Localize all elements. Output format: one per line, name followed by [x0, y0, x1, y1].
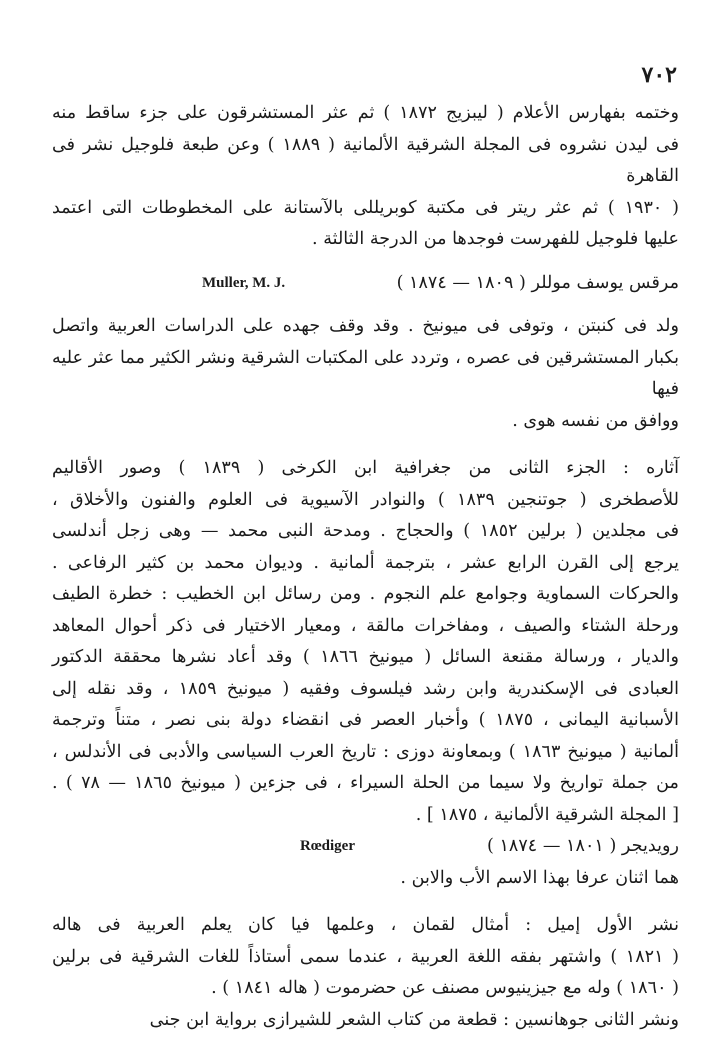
- paragraph-muller-bio: [52, 311, 679, 437]
- entry-heading-muller-latin: Muller, M. J.: [202, 274, 286, 291]
- text-line: الأسبانية اليمانى ، ١٨٧٥ ) وأخبار العصر فى انقضاء دولة بنى نصر ، متناً وترجمة: [52, 710, 679, 730]
- text-line: آثاره : الجزء الثانى من جغرافية ابن الكرخى ( ١٨٣٩ ) وصور الأقاليم: [52, 458, 680, 478]
- entry-heading-roediger: [52, 831, 679, 863]
- text-line: هما اثنان عرفا بهذا الاسم الأب والابن .: [400, 867, 679, 888]
- text-line: ( ١٩٣٠ ) ثم عثر ريتر فى مكتبة كوبريللى بالآستانة على المخطوطات التى اعتمد: [52, 197, 679, 218]
- text-line: ونشر الثانى جوهانسين : قطعة من كتاب الشعر للشيرازى برواية ابن جنى: [149, 1009, 679, 1030]
- text-line: والحركات السماوية وجوامع علم النجوم . ومن رسائل ابن الخطيب : خطرة الطيف: [52, 584, 679, 604]
- text-line: ووافق من نفسه هوى .: [512, 410, 679, 431]
- paragraph-roediger-second: [52, 1005, 679, 1037]
- text-line: [ المجلة الشرقية الألمانية ، ١٨٧٥ ] .: [415, 804, 679, 825]
- entry-heading-muller: [52, 268, 679, 300]
- text-line: ورحلة الشتاء والصيف ، ومفاخرات مالقة ، ومعيار الاختيار فى ذكر أحوال المعاهد: [52, 615, 679, 636]
- paragraph-roediger-intro: [52, 863, 679, 895]
- text-line: والديار ، ورسالة مقنعة السائل ( ميونيخ ١٨٦٦ ) وقد أعاد نشرها محققة الدكتور: [52, 647, 679, 667]
- entry-heading-muller-arabic: مرقس يوسف موللر ( ١٨٠٩ — ١٨٧٤ ): [396, 272, 679, 293]
- text-line: فى ليدن نشروه فى المجلة الشرقية الألمانية ( ١٨٨٩ ) وعن طبعة فلوجيل نشر فى القاهرة: [52, 134, 680, 186]
- text-line: ( ١٨٢١ ) واشتهر بفقه اللغة العربية ، عندما سمى أستاذاً للغات الشرقية فى برلين: [52, 946, 679, 967]
- text-line: فى مجلدين ( برلين ١٨٥٢ ) والحجاج . ومدحة النبى محمد — وهى زجل أندلسى: [52, 521, 679, 541]
- text-line: للأصطخرى ( جوتنجين ١٨٣٩ ) والنوادر الآسيوية فى العلوم والفنون والأخلاق ،: [52, 489, 679, 510]
- text-line: عليها فلوجيل للفهرست فوجدها من الدرجة الثالثة .: [312, 229, 679, 249]
- text-line: بكبار المستشرقين فى عصره ، وتردد على المكتبات الشرقية ونشر الكثير مما عثر عليه فيها: [52, 347, 679, 399]
- paragraph-fihrist: [52, 98, 679, 256]
- entry-heading-roediger-arabic: رويديجر ( ١٨٠١ — ١٨٧٤ ): [486, 836, 679, 856]
- text-line: ( ١٨٦٠ ) وله مع جيزينيوس مصنف عن حضرموت ( هاله ١٨٤١ ) .: [211, 978, 679, 998]
- text-line: يرجع إلى القرن الرابع عشر ، بترجمة ألمانية . وديوان محمد بن كثير الرفاعى .: [52, 552, 679, 573]
- text-line: من جملة تواريخ ولا سيما من الحلة السيراء ، فى جزءين ( ميونيخ ١٨٦٥ — ٧٨ ) .: [52, 773, 679, 793]
- entry-heading-roediger-latin: Rœdiger: [300, 838, 355, 854]
- text-line: العبادى فى الإسكندرية وابن رشد فيلسوف وفقيه ( ميونيخ ١٨٥٩ ، وقد نقله إلى: [52, 678, 679, 699]
- text-line: وختمه بفهارس الأعلام ( ليبزيج ١٨٧٢ ) ثم عثر المستشرقون على جزء ساقط منه: [52, 103, 679, 123]
- paragraph-muller-works: [52, 453, 679, 831]
- paragraph-roediger-first: [52, 910, 679, 1005]
- text-line: نشر الأول إميل : أمثال لقمان ، وعلمها فيا كان يعلم العربية فى هاله: [52, 915, 679, 935]
- page-number: ٧٠٢: [641, 62, 677, 88]
- text-line: ولد فى كنبتن ، وتوفى فى ميونيخ . وقد وقف جهده على الدراسات العربية واتصل: [52, 316, 679, 336]
- text-line: ألمانية ( ميونيخ ١٨٦٣ ) وبمعاونة دوزى : تاريخ العرب السياسى والأدبى فى الأندلس ،: [52, 741, 679, 762]
